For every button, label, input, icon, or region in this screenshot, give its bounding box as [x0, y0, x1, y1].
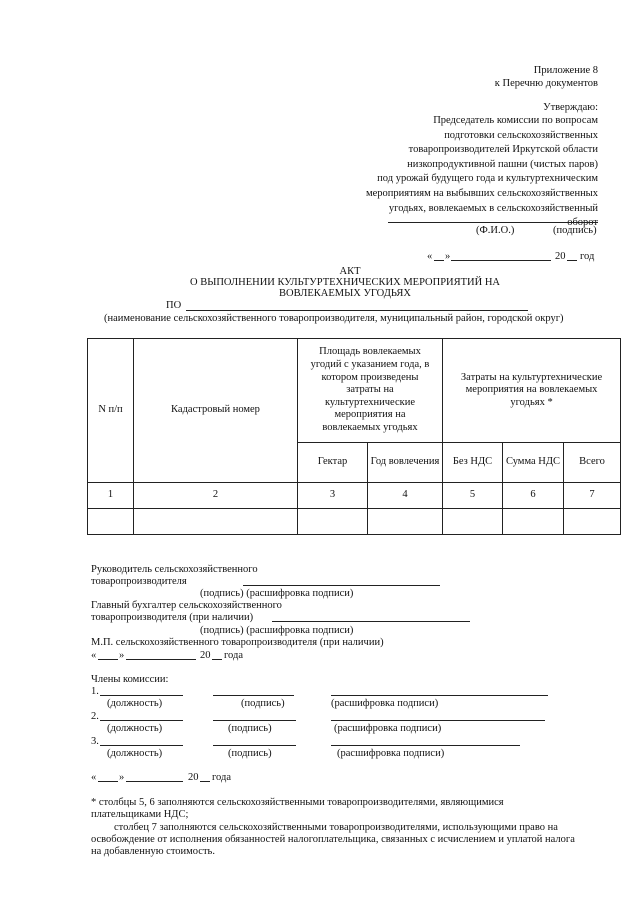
- column-number: 6: [503, 483, 564, 509]
- act-title-line3: ВОВЛЕКАЕМЫХ УГОДЬЯХ: [279, 288, 411, 299]
- member-decode-line: [331, 720, 545, 721]
- head-label-line1: Руководитель сельскохозяйственного: [91, 564, 258, 575]
- footnote-2-line2: освобождение от исполнения обязанностей налогоплательщика, связанных с исчислением и уплатой налога: [91, 834, 575, 845]
- sign-day-line: [98, 659, 118, 660]
- member-position-line: [100, 695, 183, 696]
- col-area-group-header: Площадь вовлекаемых угодий с указанием года, в котором произведены затраты на культуртехнические мероприятия на вовлекаемых угодьях: [298, 339, 443, 443]
- approve-date-open: «: [427, 251, 433, 262]
- approve-date-close: »: [445, 251, 451, 262]
- chair-line: низкопродуктивной пашни (чистых паров): [407, 158, 598, 170]
- empty-cell: [134, 509, 298, 535]
- po-label: ПО: [166, 300, 182, 311]
- commission-label: Члены комиссии:: [91, 674, 169, 685]
- approve-year-line: [567, 260, 577, 261]
- member-sign-line: [213, 695, 294, 696]
- col-no-vat-header: Без НДС: [443, 443, 503, 483]
- member-decode-line: [331, 745, 520, 746]
- chair-line: оборот: [567, 217, 598, 229]
- member-position-caption: (должность): [107, 698, 163, 709]
- member-sign-caption: (подпись): [241, 698, 285, 709]
- sign-month-line: [126, 659, 196, 660]
- commission-day-line: [98, 781, 118, 782]
- approve-label: Утверждаю:: [543, 102, 598, 113]
- col-year-header: Год вовлечения: [368, 443, 443, 483]
- col-vat-header: Сумма НДС: [503, 443, 564, 483]
- appendix-reference: к Перечню документов: [494, 78, 598, 89]
- commission-date-close: »: [119, 772, 125, 783]
- column-number: 4: [368, 483, 443, 509]
- col-total-header: Всего: [564, 443, 621, 483]
- table-numbers-row: [88, 483, 621, 509]
- chair-title: [366, 114, 598, 231]
- chair-line: товаропроизводителей Иркутской области: [408, 144, 598, 156]
- member-sign-caption: (подпись): [228, 748, 272, 759]
- col-costs-group-header: Затраты на культуртехнические мероприятия на вовлекаемых угодьях *: [443, 339, 621, 443]
- col-cadastral-header: Кадастровый номер: [134, 339, 298, 483]
- approve-year-prefix: 20: [555, 251, 566, 262]
- sign-year: 20: [200, 650, 211, 661]
- member-decode-line: [331, 695, 548, 696]
- sign-date-open: «: [91, 650, 97, 661]
- member-sign-line: [213, 745, 296, 746]
- act-title: АКТ: [339, 266, 361, 277]
- sign-year-line: [212, 659, 222, 660]
- footnote-2-line1: столбец 7 заполняются сельскохозяйственными товаропроизводителями, использующими право на: [114, 822, 558, 833]
- empty-cell: [564, 509, 621, 535]
- footnote-1-line2: плательщиками НДС;: [91, 809, 189, 820]
- column-number: 5: [443, 483, 503, 509]
- empty-cell: [443, 509, 503, 535]
- head-label-line2: товаропроизводителя: [91, 576, 187, 587]
- commission-year-line: [200, 781, 210, 782]
- member-position-caption: (должность): [107, 748, 163, 759]
- chair-line: угодьях, вовлекаемых в сельскохозяйственный: [388, 202, 598, 214]
- empty-cell: [298, 509, 368, 535]
- approve-month-line: [451, 260, 551, 261]
- member-position-caption: (должность): [107, 723, 163, 734]
- empty-cell: [368, 509, 443, 535]
- chair-line: под урожай будущего года и культуртехническим: [377, 173, 598, 185]
- accountant-label-line2: товаропроизводителя (при наличии): [91, 612, 254, 623]
- chair-line: Председатель комиссии по вопросам: [433, 115, 598, 126]
- head-signature-line: [243, 585, 440, 586]
- member-decode-caption: (расшифровка подписи): [331, 698, 439, 709]
- member-number: 3.: [91, 736, 99, 747]
- member-decode-caption: (расшифровка подписи): [337, 748, 445, 759]
- footnote-2-line3: на добавленную стоимость.: [91, 846, 215, 857]
- producer-caption: (наименование сельскохозяйственного товаропроизводителя, муниципальный район, городской округ): [104, 313, 564, 324]
- member-sign-caption: (подпись): [228, 723, 272, 734]
- col-hectare-header: Гектар: [298, 443, 368, 483]
- member-number: 2.: [91, 711, 99, 722]
- column-number: 2: [134, 483, 298, 509]
- accountant-caption: (подпись) (расшифровка подписи): [200, 625, 354, 636]
- empty-cell: [503, 509, 564, 535]
- producer-name-line: [186, 310, 528, 311]
- member-sign-line: [213, 720, 296, 721]
- commission-year: 20: [188, 772, 199, 783]
- footnote-1-line1: * столбцы 5, 6 заполняются сельскохозяйственными товаропроизводителями, являющимися: [91, 797, 504, 808]
- commission-month-line: [126, 781, 183, 782]
- commission-date-open: «: [91, 772, 97, 783]
- approve-day-line: [434, 260, 444, 261]
- approve-year-suffix: год: [580, 251, 595, 262]
- col-number-header: N п/п: [88, 339, 134, 483]
- head-caption: (подпись) (расшифровка подписи): [200, 588, 354, 599]
- empty-cell: [88, 509, 134, 535]
- column-number: 3: [298, 483, 368, 509]
- chair-line: мероприятиям на выбывших сельскохозяйственных: [365, 187, 598, 199]
- appendix-number: Приложение 8: [533, 65, 598, 76]
- chair-signature-line: [388, 222, 598, 223]
- table-empty-row: [88, 509, 621, 535]
- signature-caption: (подпись): [553, 225, 597, 236]
- member-position-line: [100, 720, 183, 721]
- member-decode-caption: (расшифровка подписи): [334, 723, 442, 734]
- table-header-row: [88, 339, 621, 443]
- sign-date-close: »: [119, 650, 125, 661]
- commission-year-suffix: года: [212, 772, 231, 783]
- act-title-line2: О ВЫПОЛНЕНИИ КУЛЬТУРТЕХНИЧЕСКИХ МЕРОПРИЯТИЙ НА: [189, 277, 500, 288]
- column-number: 1: [88, 483, 134, 509]
- member-position-line: [100, 745, 183, 746]
- fio-caption: (Ф.И.О.): [476, 225, 515, 236]
- chair-line: подготовки сельскохозяйственных: [444, 129, 598, 141]
- sign-year-suffix: года: [224, 650, 243, 661]
- column-number: 7: [564, 483, 621, 509]
- accountant-signature-line: [272, 621, 470, 622]
- stamp-label: М.П. сельскохозяйственного товаропроизводителя (при наличии): [91, 637, 384, 648]
- activities-table: [87, 338, 621, 535]
- accountant-label-line1: Главный бухгалтер сельскохозяйственного: [91, 600, 282, 611]
- member-number: 1.: [91, 686, 99, 697]
